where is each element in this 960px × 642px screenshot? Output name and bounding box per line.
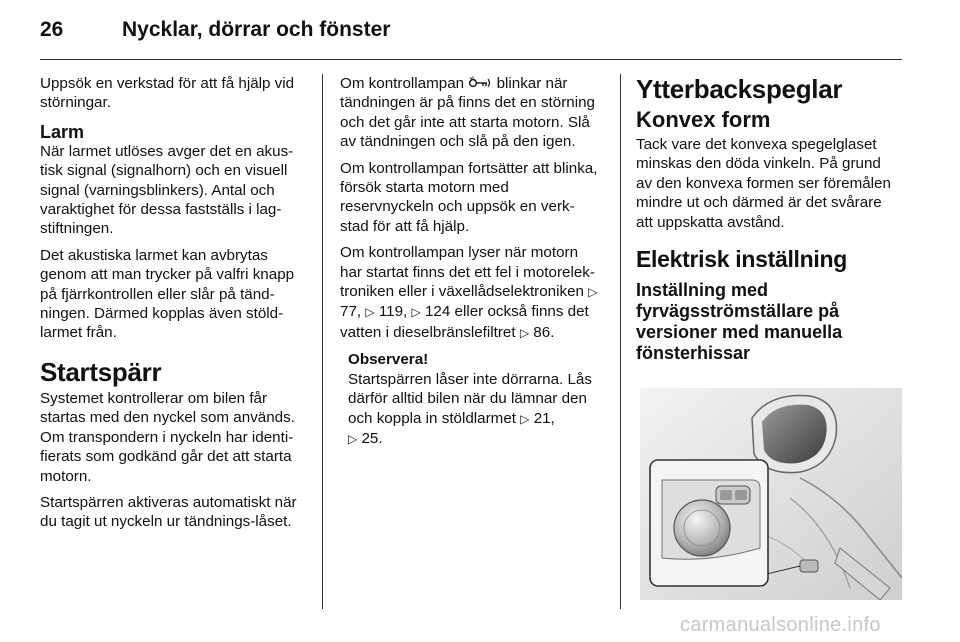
reference-arrow-icon: ▷ [588,285,598,300]
heading-startsparr: Startspärr [40,356,162,387]
note-title: Observera! [348,351,429,369]
larm-paragraph-2: Det akustiska larmet kan avbrytas genom att man trycker på valfri knapp på fjärrkontrollen eller slår på tänd-ningen. Därmed kopplas även stöld-larmet från. [40,246,295,342]
page-ref-link[interactable]: 21, [533,409,555,427]
mirror-switch-illustration [640,388,902,600]
column-right [636,74,900,364]
page-header [40,18,920,48]
larm-paragraph-1: När larmet utlöses avger det en akus-tisk signal (signalhorn) och en visuell signal (varningsblinkers). Antal och varaktighet för dessa fastställs i lag-stiftningen. [40,142,294,238]
reference-arrow-icon: ▷ [411,305,421,320]
heading-elektrisk-installning: Elektrisk inställning [636,246,847,273]
lamp-lit-paragraph [340,243,602,343]
column-middle [340,74,602,449]
startsparr-paragraph-1: Systemet kontrollerar om bilen får startas med den nyckel som används. Om transpondern i nyckeln har identi-fierats som godkänd går det att starta motorn. [40,389,295,485]
watermark: carmanualsonline.info [680,614,881,636]
page-ref-link[interactable]: 86. [533,323,555,341]
note-box [348,350,602,449]
lamp-continue-paragraph: Om kontrollampan fortsätter att blinka, försök starta motorn med reservnyckeln och uppsök en verk-stad för att få hjälp. [340,159,598,235]
lamp-lit-text-a: Om kontrollampan lyser när motorn har startat finns det ett fel i motorelek-troniken eller i växellådselektroniken [340,244,595,301]
lamp-blink-text-a: Om kontrollampan [340,75,465,92]
lamp-blink-text-b: blinkar när tändningen är på finns det en störning och det går inte att starta motorn. Slå av tändningen och slå på den igen. [340,75,595,151]
column-divider-1 [322,74,323,609]
reference-arrow-icon: ▷ [348,431,358,446]
page-ref-link[interactable]: 119, [378,303,408,321]
page-title: Nycklar, dörrar och fönster [122,18,391,41]
page-number: 26 [40,18,64,41]
heading-ytterbackspeglar: Ytterbackspeglar [636,74,843,104]
lamp-blink-paragraph [340,74,602,152]
reference-arrow-icon: ▷ [365,305,375,320]
intro-paragraph: Uppsök en verkstad för att få hjälp vid störningar. [40,75,295,112]
column-left [40,74,308,539]
reference-arrow-icon: ▷ [520,411,530,426]
page-ref-link[interactable]: 25. [361,429,383,447]
page-ref-link[interactable]: 77, [340,303,362,321]
note-text: Startspärren låser inte dörrarna. Lås därför alltid bilen när du lämnar den och koppla in stöldlarmet [348,370,592,427]
header-divider [40,59,902,60]
lamp-lit-text-b: finns det vatten i dieselbränslefiltret [340,303,589,341]
column-divider-2 [620,74,621,609]
startsparr-paragraph-2: Startspärren aktiveras automatiskt när du tagit ut nyckeln ur tändnings-låset. [40,493,297,531]
page-ref-link[interactable]: 124 eller också [424,303,528,321]
heading-larm: Larm [40,121,85,142]
reference-arrow-icon: ▷ [519,325,530,340]
immobilizer-lamp-icon [468,76,492,89]
konvex-paragraph: Tack vare det konvexa spegelglaset minskas den döda vinkeln. På grund av den konvexa formen ser föremålen mindre ut och därmed är det svårare att uppskatta avstånd. [636,136,891,231]
heading-installning-fyrvags: Inställning med fyrvägsströmställare på versioner med manuella fönsterhissar [636,280,843,364]
heading-konvex-form: Konvex form [636,107,771,132]
